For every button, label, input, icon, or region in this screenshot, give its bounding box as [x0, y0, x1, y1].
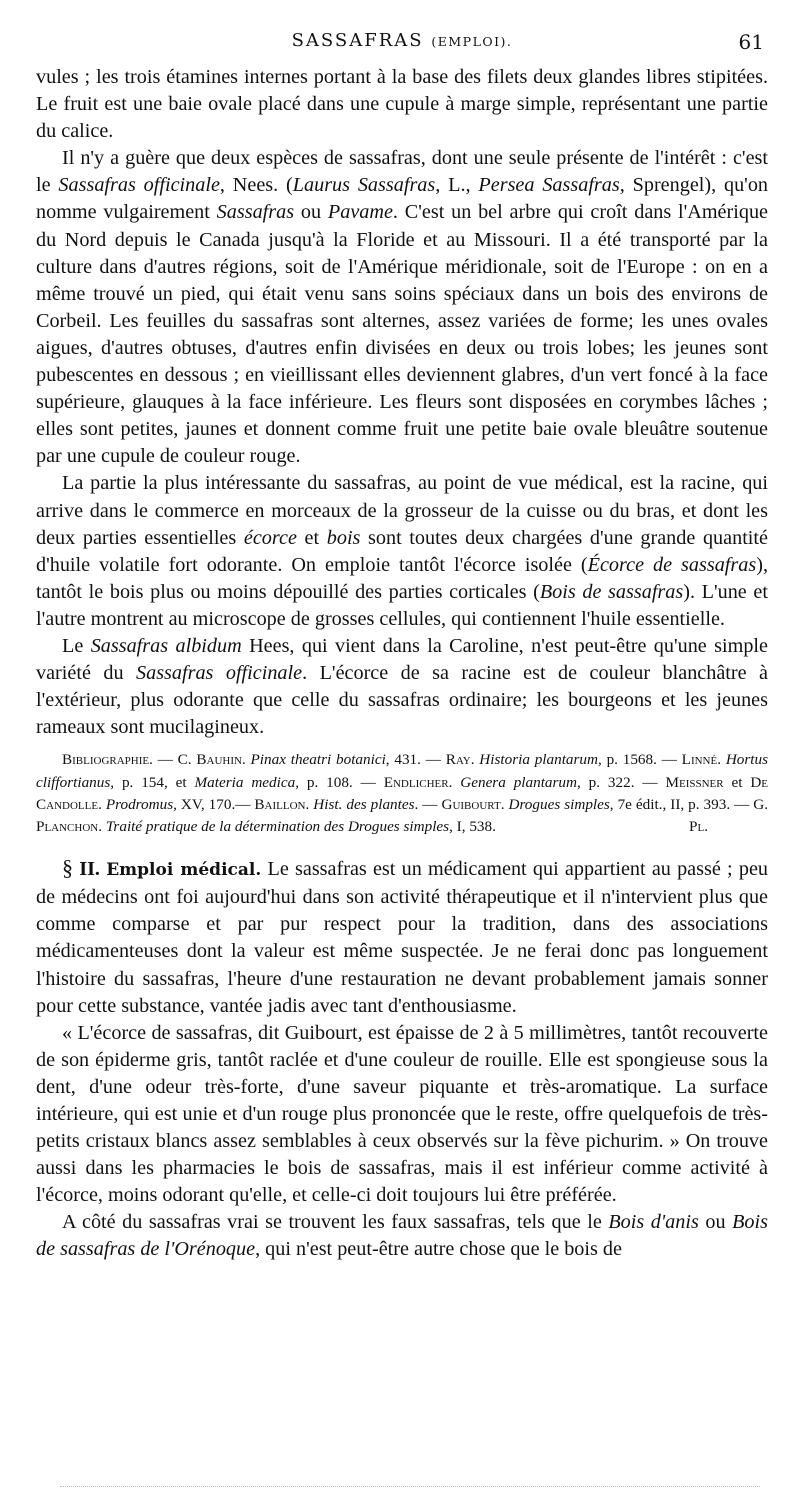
text-run: La partie la plus intéressante du sassafras, au point de vue médical, est la racine, qui arrive dans le commerce en morceaux de la grosseur de la cuisse ou du bras, et dont les deux parties essentielles	[36, 472, 768, 549]
text-run: Il n'y a guère que deux espèces de sassafras, dont une seule présente de l'intérêt : c'est le	[36, 147, 768, 197]
text-run: . C'est un bel arbre qui croît dans l'Amérique du Nord depuis le Canada jusqu'à la Floride et au Missouri. Il a été transporté par la culture dans d'autres régions, soit de l'Amérique méridionale, soit de l'Europe : on en a même trouvé un pied, qui était venu sans soins spéciaux dans un bois des environs de Corbeil. Les feuilles du sassafras sont alternes, assez variées de forme; les unes ovales aigues, d'autres obtuses, d'autres enfin divisées en deux ou trois lobes; les jeunes sont pubescentes en dessous ; en vieillissant elles deviennent glabres, d'un vert foncé à la face supérieure, glauques à la face inférieure. Les fleurs sont disposées en corymbes lâches ; elles sont petites, jaunes et donnent comme fruit une petite baie ovale bleuâtre soutenue par une cupule de couleur rouge.	[36, 201, 768, 468]
page-number: 61	[738, 30, 764, 54]
text-run: , p. 154, et	[110, 773, 195, 791]
species-name: Sassafras albidum	[90, 634, 242, 657]
page-body	[36, 64, 768, 1264]
work-title: Hortus cliffortianus	[36, 751, 769, 791]
author: Guibourt	[441, 795, 501, 813]
text-run: , Nees. (	[219, 174, 293, 197]
bibliography	[36, 749, 768, 838]
author: De Candolle	[36, 773, 769, 813]
text-run: .	[98, 795, 106, 813]
author: Planchon	[36, 817, 99, 835]
author-signature: Pl.	[689, 817, 708, 835]
text-run: Le	[62, 634, 91, 657]
text-run: ). L'une et l'autre montrent au microscope de grosses cellules, qui contiennent l'huile essentielle.	[36, 580, 768, 630]
common-name: Pavame	[327, 201, 393, 224]
work-title: Traité pratique de la détermination des Drogues simples	[105, 817, 450, 835]
species-name: Persea Sassafras	[478, 174, 620, 197]
text-run: .	[98, 817, 106, 835]
author: Linné	[681, 751, 718, 769]
common-name: Sassafras	[216, 201, 295, 224]
text-run: , XV, 170.—	[173, 795, 255, 813]
text-run: sont toutes deux chargées d'une grande quantité d'huile volatile fort odorante. On emploie tantôt l'écorce isolée (	[36, 526, 768, 576]
text-run: ou	[294, 201, 328, 224]
species-name: Sassafras officinale	[136, 662, 303, 685]
page-header	[36, 30, 768, 62]
term: écorce	[243, 526, 297, 549]
text-run: . L'écorce de sa racine est de couleur blanchâtre à l'extérieur, plus odorante que celle du sassafras ordinaire; les bourgeons et les jeunes rameaux sont mucilagineux.	[36, 662, 768, 739]
text-run: , Sprengel), qu'on nomme vulgairement	[36, 174, 769, 224]
running-title	[36, 30, 768, 51]
text-run: et	[723, 773, 751, 791]
term: Bois de sassafras	[539, 580, 684, 603]
text-run: , I, 538.	[449, 817, 496, 835]
term: Bois de sassafras de l'Orénoque	[36, 1211, 768, 1261]
paragraph-7	[36, 1209, 768, 1263]
paragraph-6: « L'écorce de sassafras, dit Guibourt, est épaisse de 2 à 5 millimètres, tantôt recouverte de son épiderme gris, tantôt raclée et d'une couleur de rouille. Elle est spongieuse sous la dent, d'une odeur très-forte, d'une saveur piquante et très-aromatique. La surface intérieure, qui est unie et d'un rouge plus prononcée que le reste, offre quelquefois de très-petits cristaux blancs assez semblables à ceux observés sur la fève pichurim. » On trouve aussi dans les pharmacies le bois de sassafras, mais il est inférieur comme activité à l'écorce, moins odorant qu'elle, et celle-ci doit toujours lui être préférée.	[36, 1021, 768, 1207]
paragraph-3	[36, 470, 768, 633]
species-name: Sassafras officinale	[58, 174, 220, 197]
text-run: . —	[414, 795, 442, 813]
paragraph-5	[36, 854, 768, 1020]
paragraph-1: vules ; les trois étamines internes portant à la base des filets deux glandes libres stipitées. Le fruit est une baie ovale placé dans une cupule à marge simple, représentant une partie du calice.	[36, 66, 768, 143]
work-title: Pinax theatri botanici	[250, 751, 386, 769]
text-run: .	[305, 795, 314, 813]
author: Ray	[445, 751, 471, 769]
term: Bois d'anis	[608, 1211, 699, 1234]
text-run: ), tantôt le bois plus ou moins dépouillé des parties corticales (	[36, 553, 768, 603]
text-run: A côté du sassafras vrai se trouvent les faux sassafras, tels que le	[62, 1211, 609, 1234]
text-run: Le sassafras est un médicament qui appartient au passé ; peu de médecins ont foi aujourd'hui dans son activité thérapeutique et il n'intervient plus que comme comparse et par pur respect pour la tradition, dans des associations médicamenteuses dont la valeur est même suspectée. Je ne ferai donc pas longuement l'histoire du sassafras, l'heure d'une restauration ne devant probablement jamais sonner pour cette substance, vantée jadis avec tant d'enthousiasme.	[36, 858, 768, 1017]
work-title: Hist. des plantes	[313, 795, 415, 813]
paragraph-4	[36, 633, 768, 741]
work-title: Drogues simples	[508, 795, 610, 813]
text-run: .	[241, 751, 251, 769]
text-run: .	[717, 751, 726, 769]
text-run: ou	[698, 1211, 733, 1234]
text-run: , p. 322. —	[576, 773, 666, 791]
text-run: , 7e édit., II, p. 393. — G.	[609, 795, 769, 813]
work-title: Prodromus	[105, 795, 174, 813]
text-run: , 431. —	[385, 751, 446, 769]
text-run: , L.,	[435, 174, 479, 197]
running-title-sub: (EMPLOI).	[431, 34, 513, 49]
section-symbol: §	[62, 855, 73, 881]
work-title: Materia medica	[194, 773, 296, 791]
section-heading	[62, 855, 262, 881]
section-number: II.	[73, 858, 107, 881]
author: Meissner	[665, 773, 724, 791]
text-run: .	[448, 773, 461, 791]
work-title: Genera plantarum	[460, 773, 577, 791]
text-run: , p. 1568. —	[598, 751, 682, 769]
footer-rule	[60, 1486, 760, 1488]
text-run: Hees, qui vient dans la Caroline, n'est peut-être qu'une simple variété du	[36, 634, 768, 685]
bibliography-label: Bibliographie.	[62, 751, 153, 769]
text-run: , p. 108. —	[295, 773, 384, 791]
running-title-main: SASSAFRAS	[291, 30, 424, 51]
section-title: Emploi médical.	[106, 860, 262, 881]
author: Baillon	[254, 795, 306, 813]
text-run: — C.	[152, 751, 197, 769]
author: Endlicher	[383, 773, 449, 791]
text-run: , qui n'est peut-être autre chose que le bois de	[255, 1238, 622, 1261]
text-run: .	[470, 751, 480, 769]
term: Écorce de sassafras	[587, 553, 757, 576]
author: Bauhin	[196, 751, 242, 769]
species-name: Laurus Sassafras	[292, 174, 436, 197]
paragraph-2	[36, 145, 768, 470]
text-run: et	[296, 526, 327, 549]
work-title: Historia plantarum	[479, 751, 598, 769]
text-run: .	[500, 795, 509, 813]
term: bois	[326, 526, 361, 549]
